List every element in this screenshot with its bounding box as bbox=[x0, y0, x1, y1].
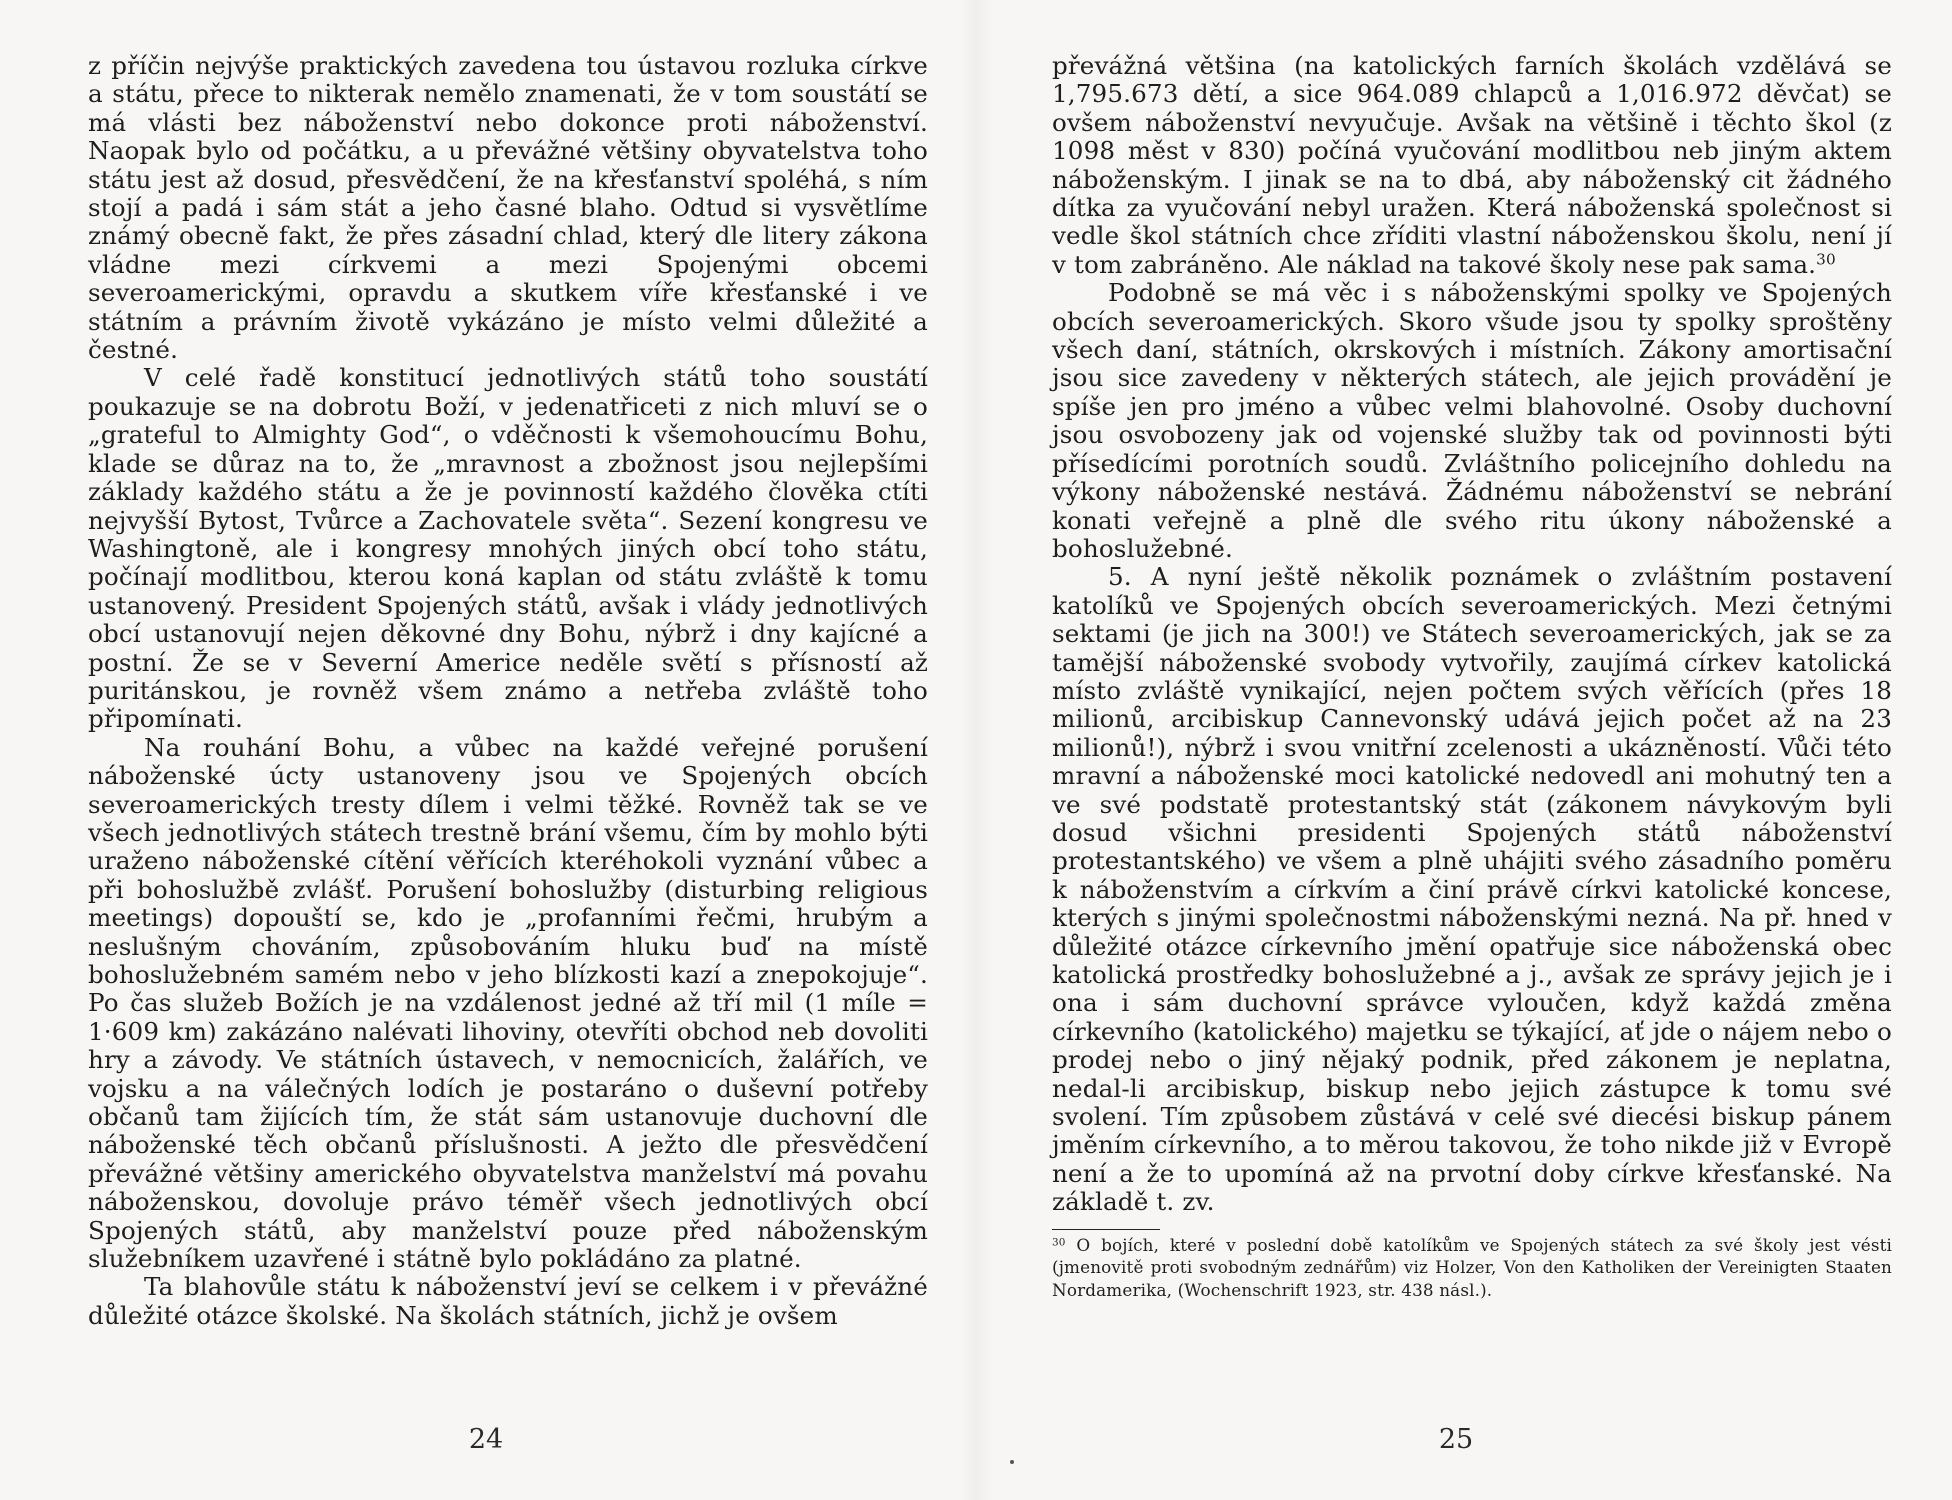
left-page bbox=[88, 52, 928, 1330]
left-paragraph-4: Ta blahovůle státu k náboženství jeví se celkem i v převážné důležité otázce školské. Na školách státních, jichž je ovšem bbox=[88, 1272, 928, 1330]
right-paragraph-2: Podobně se má věc i s náboženskými spolky ve Spojených obcích severoamerických. Skoro všude jsou ty spolky sproštěny všech daní, státních, okrskových i místních. Zákony amortisační jsou sice zavedeny v některých státech, ale jejich provádění je spíše jen pro jméno a vůbec velmi blahovolné. Osoby duchovní jsou osvobozeny jak od vojenské služby tak od povinnosti býti přísedícími porotních soudů. Zvláštního policejního dohledu na výkony náboženské nestává. Žádnému náboženství se nebrání konati veřejně a plně dle svého ritu úkony náboženské a bohoslužebné. bbox=[1052, 278, 1892, 563]
footnote-text: O bojích, které v poslední době katolíkům ve Spojených státech za své školy jest vésti (jmenovitě proti svobodným zednářům) viz Holzer, Von den Katholiken der Vereinigten Staaten Nordamerika, (Wochenschrift 1923, str. 438 násl.). bbox=[1052, 1234, 1893, 1300]
speck-dot bbox=[1010, 1460, 1014, 1464]
book-gutter bbox=[960, 0, 992, 1500]
footnote-reference: 30 bbox=[1816, 250, 1836, 269]
right-page bbox=[1052, 52, 1892, 1301]
footnote bbox=[1052, 1234, 1892, 1302]
left-paragraph-2: V celé řadě konstitucí jednotlivých států toho soustátí poukazuje se na dobrotu Boží, v jedenatřiceti z nich mluví se o „grateful to Almighty God“, o vděčnosti k všemohoucímu Bohu, klade se důraz na to, že „mravnost a zbožnost jsou nejlepšími základy každého státu a že je povinností každého člověka ctíti nejvyšší Bytost, Tvůrce a Zachovatele světa“. Sezení kongresu ve Washingtoně, ale i kongresy mnohých jiných obcí toho státu, počínají modlitbou, kterou koná kaplan od státu zvláště k tomu ustanovený. President Spojených států, avšak i vlády jednotlivých obcí ustanovují nejen děkovné dny Bohu, nýbrž i dny kajícné a postní. Že se v Severní Americe neděle světí s přísností až puritánskou, je rovněž všem známo a netřeba zvláště toho připomínati. bbox=[88, 363, 928, 734]
footnote-number: 30 bbox=[1052, 1235, 1066, 1248]
right-page-number: 25 bbox=[1438, 1424, 1474, 1455]
left-paragraph-3: Na rouhání Bohu, a vůbec na každé veřejné porušení náboženské úcty ustanoveny jsou ve Spojených obcích severoamerických tresty dílem i velmi těžké. Rovněž tak se ve všech jednotlivých státech trestně brání všemu, čím by mohlo býti uraženo náboženské cítění věřících kteréhokoli vyznání vůbec a při bohoslužbě zvlášť. Porušení bohoslužby (disturbing religious meetings) dopouští se, kdo je „profanními řečmi, hrubým a neslušným chováním, způsobováním hluku buď na místě bohoslužebném samém nebo v jeho blízkosti kazí a znepokojuje“. Po čas služeb Božích je na vzdálenost jedné až tří mil (1 míle = 1·609 km) zakázáno nalévati lihoviny, otevříti obchod neb dovoliti hry a závody. Ve státních ústavech, v nemocnicích, žalářích, ve vojsku a na válečných lodích je postaráno o duševní potřeby občanů tam žijících tím, že stát sám ustanovuje duchovní dle náboženské těch občanů příslušnosti. A ježto dle přesvědčení převážné většiny amerického obyvatelstva manželství má povahu náboženskou, dovoluje právo téměř všech jednotlivých obcí Spojených států, aby manželství pouze před náboženským služebníkem uzavřené i státně bylo pokládáno za platné. bbox=[88, 732, 928, 1274]
left-paragraph-1: z příčin nejvýše praktických zavedena tou ústavou rozluka církve a státu, přece to nikterak nemělo znamenati, že v tom soustátí se má vlásti bez náboženství nebo dokonce proti náboženství. Naopak bylo od počátku, a u převážné většiny obyvatelstva toho státu jest až dosud, přesvědčení, že na křesťanství spoléhá, s ním stojí a padá i sám stát a jeho časné blaho. Odtud si vysvětlíme známý obecně fakt, že přes zásadní chlad, který dle litery zákona vládne mezi církvemi a mezi Spojenými obcemi severoamerickými, opravdu a skutkem víře křesťanské i ve státním a právním životě vykázáno je místo velmi důležité a čestné. bbox=[88, 51, 928, 365]
right-paragraph-3: 5. A nyní ještě několik poznámek o zvláštním postavení katolíků ve Spojených obcích severoamerických. Mezi četnými sektami (je jich na 300!) ve Státech severoamerických, jak se za tamější náboženské svobody vytvořily, zaujímá církev katolická místo zvláště vynikající, nejen počtem svých věřících (přes 18 milionů, arcibiskup Cannevonský udává jejich počet až na 23 milionů!), nýbrž i svou vnitřní zcelenosti a ukázněností. Vůči této mravní a náboženské moci katolické nedovedl ani mohutný ten a ve své podstatě protestantský stát (zákonem návykovým byli dosud všichni presidenti Spojených států náboženství protestantského) ve všem a plně uhájiti svého zásadního poměru k náboženstvím a církvím a činí právě církvi katolické koncese, kterých s jinými společnostmi náboženskými nezná. Na př. hned v důležité otázce církevního jmění opatřuje sice náboženská obec katolická prostředky bohoslužebné a j., avšak ze správy jejich je i ona i sám duchovní správce vyloučen, když každá změna církevního (katolického) majetku se týkající, ať jde o nájem nebo o prodej nebo o jiný nějaký podnik, před zákonem je neplatna, nedal-li arcibiskup, biskup nebo jejich zástupce k tomu své svolení. Tím způsobem zůstává v celé své diecési biskup pánem jměním církevního, a to měrou takovou, že toho nikde již v Evropě není a že to upomíná až na prvotní doby církve křesťanské. Na základě t. zv. bbox=[1052, 562, 1892, 1217]
left-page-number: 24 bbox=[468, 1424, 504, 1455]
footnote-divider bbox=[1052, 1229, 1160, 1230]
right-paragraph-1 bbox=[1052, 52, 1892, 279]
right-paragraph-1-text: převážná většina (na katolických farních školách vzdělává se 1,795.673 dětí, a sice 964.089 chlapců a 1,016.972 děvčat) se ovšem náboženství nevyučuje. Avšak na většině i těchto škol (z 1098 měst v 830) počíná vyučování modlitbou neb jiným aktem náboženským. I jinak se na to dbá, aby náboženský cit žádného dítka za vyučování nebyl uražen. Která náboženská společnost si vedle škol státních chce zříditi vlastní náboženskou školu, není jí v tom zabráněno. Ale náklad na takové školy nese pak sama. bbox=[1052, 51, 1892, 279]
